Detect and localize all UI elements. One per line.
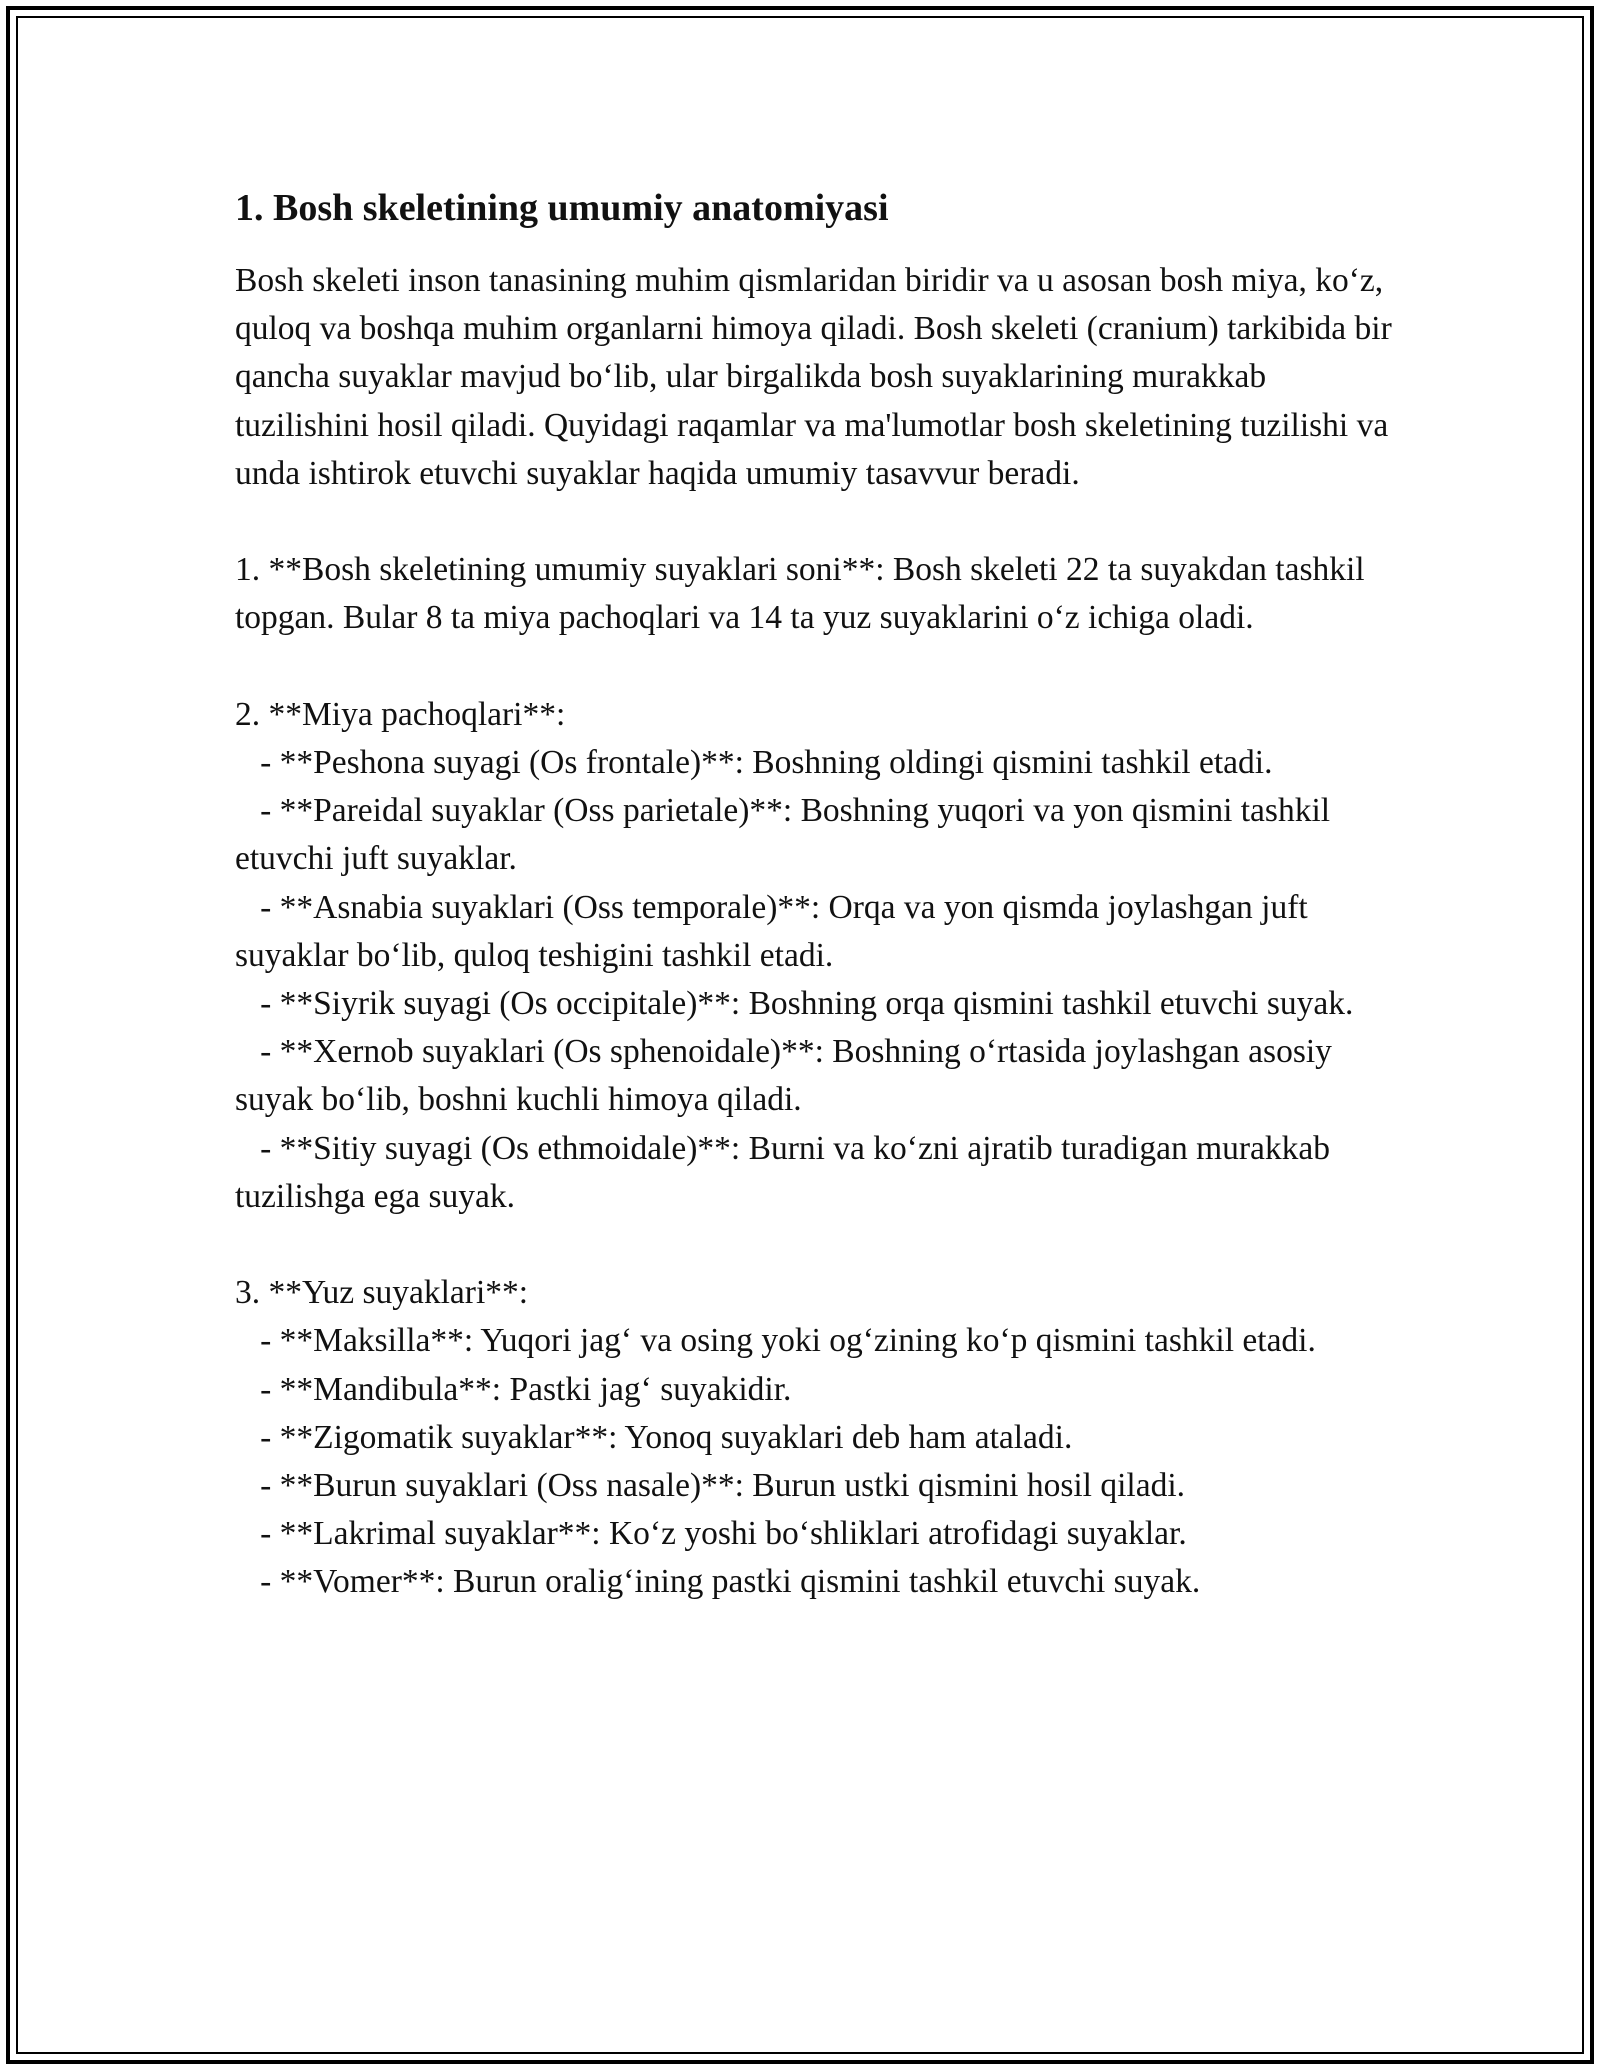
document-body: Bosh skeleti inson tanasining muhim qismlaridan biridir va u asosan bosh miya, ko‘z, quloq va boshqa muhim organlarni himoya qiladi. Bosh skeleti (cranium) tarkibida bir qancha suyaklar mavjud bo‘lib, ular birgalikda bosh suyaklarining murakkab tuzilishini hosil qiladi. Quyidagi raqamlar va ma'lumotlar bosh skeletining tuzilishi va unda ishtirok etuvchi suyaklar haqida umumiy tasavvur beradi. 1. **Bosh skeletining umumiy suyaklari soni**: Bosh skeleti 22 ta suyakdan tashkil topgan. Bular 8 ta miya pachoqlari va 14 ta yuz suyaklarini o‘z ichiga oladi. 2. **Miya pachoqlari**: - **Peshona suyagi (Os frontale)**: Boshning oldingi qismini tashkil etadi. - **Pareidal suyaklar (Oss parietale)**: Boshning yuqori va yon qismini tashkil etuvchi juft suyaklar. - **Asnabia suyaklari (Oss temporale)**: Orqa va yon qismda joylashgan juft suyaklar bo‘lib, quloq teshigini tashkil etadi. - **Siyrik suyagi (Os occipitale)**: Boshning orqa qismini tashkil etuvchi suyak. - **Xernob suyaklari (Os sphenoidale)**: Boshning o‘rtasida joylashgan asosiy suyak bo‘lib, boshni kuchli himoya qiladi. - **Sitiy suyagi (Os ethmoidale)**: Burni va ko‘zni ajratib turadigan murakkab tuzilishga ega suyak. 3. **Yuz suyaklari**: - **Maksilla**: Yuqori jag‘ va osing yoki og‘zining ko‘p qismini tashkil etadi. - **Mandibula**: Pastki jag‘ suyakidir. - **Zigomatik suyaklar**: Yonoq suyaklari deb ham ataladi. - **Burun suyaklari (Oss nasale)**: Burun ustki qismini hosil qiladi. - **Lakrimal suyaklar**: Ko‘z yoshi bo‘shliklari atrofidagi suyaklar. - **Vomer**: Burun oralig‘ining pastki qismini tashkil etuvchi suyak. bbox=[235, 262, 1392, 1601]
document-content bbox=[235, 185, 1395, 1607]
document-heading: 1. Bosh skeletining umumiy anatomiyasi bbox=[235, 187, 889, 229]
